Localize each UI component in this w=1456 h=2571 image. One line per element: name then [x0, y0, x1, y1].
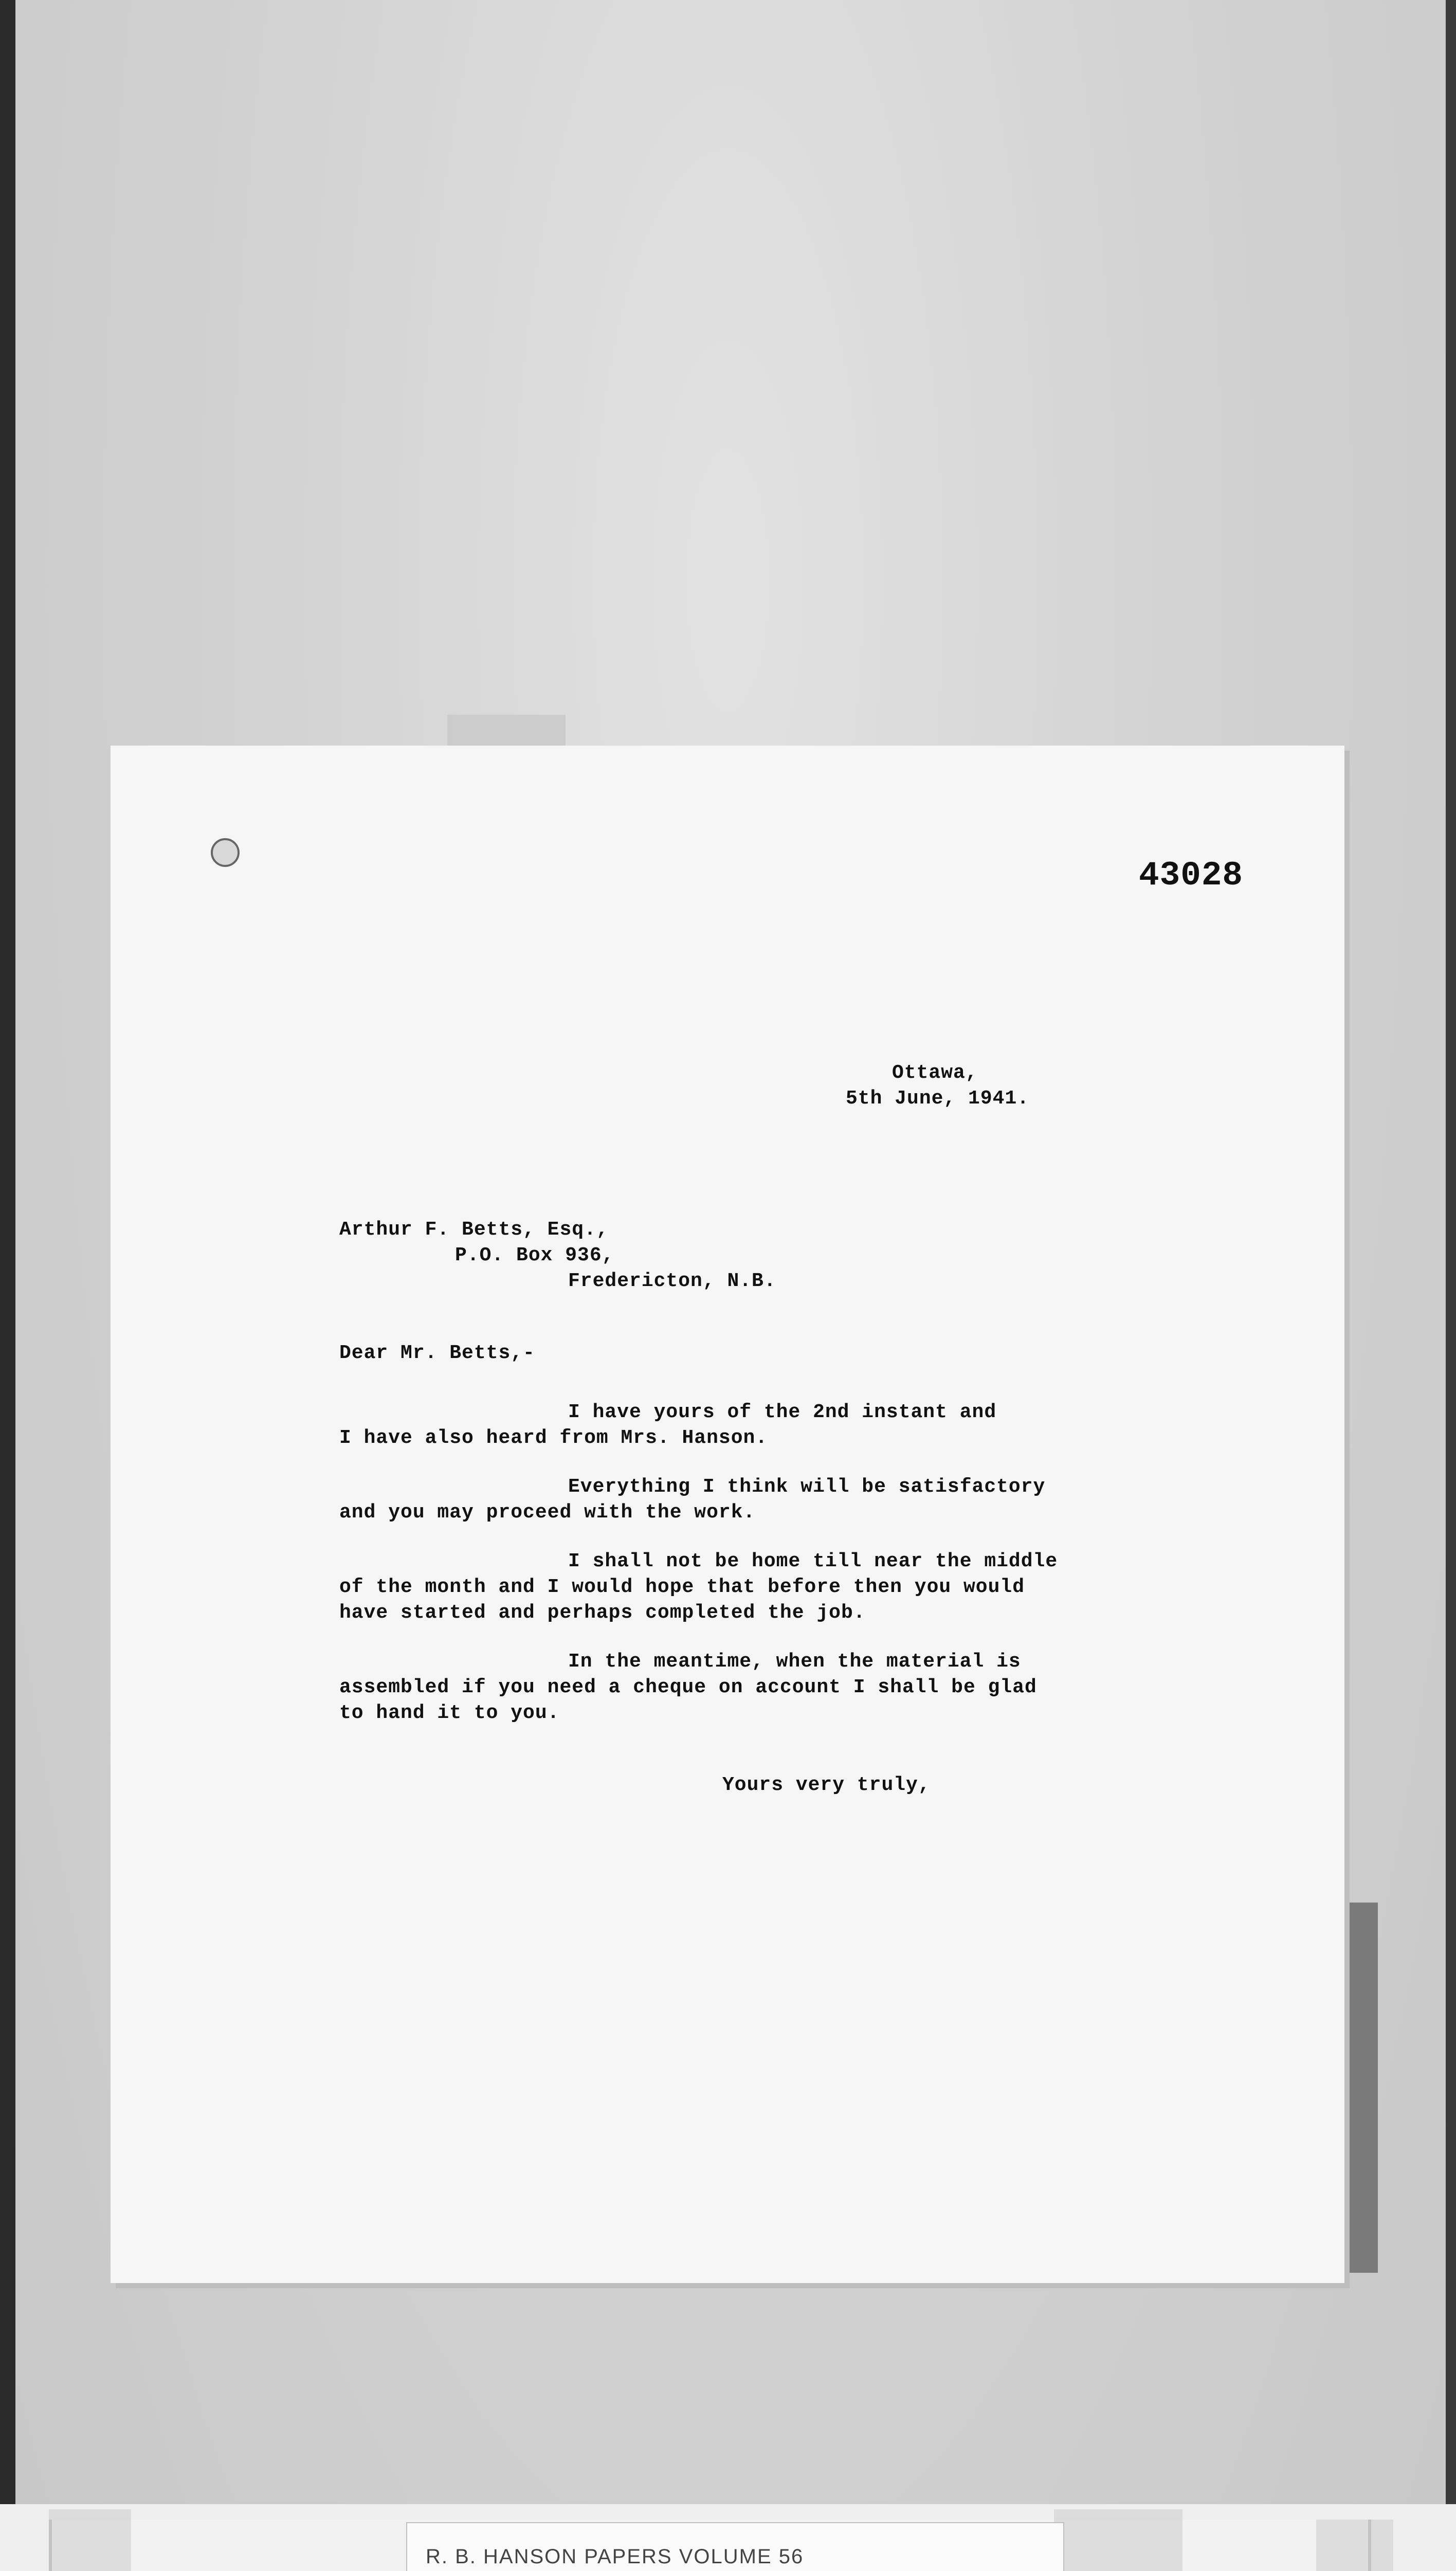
letter-page — [111, 746, 1344, 2283]
paragraph-line: I shall not be home till near the middle — [568, 1550, 1058, 1572]
paragraph-line: to hand it to you. — [339, 1702, 560, 1724]
paragraph-line: In the meantime, when the material is — [568, 1651, 1021, 1673]
paragraph-line: of the month and I would hope that before then you would — [339, 1576, 1025, 1598]
document-number: 43028 — [1139, 856, 1244, 895]
paragraph-line: assembled if you need a cheque on account I shall be glad — [339, 1676, 1037, 1698]
punch-hole — [211, 838, 240, 867]
paragraph-line: have started and perhaps completed the job. — [339, 1602, 866, 1624]
tape-strip — [1316, 2520, 1393, 2571]
scan-edge-left — [0, 0, 15, 2571]
tape-strip — [49, 2509, 131, 2571]
paragraph-line: and you may proceed with the work. — [339, 1501, 756, 1524]
salutation: Dear Mr. Betts,- — [339, 1342, 535, 1364]
recipient-name: Arthur F. Betts, Esq., — [339, 1219, 609, 1241]
tape-strip — [1054, 2509, 1182, 2571]
paragraph-line: I have also heard from Mrs. Hanson. — [339, 1427, 768, 1449]
closing: Yours very truly, — [722, 1774, 931, 1796]
paragraph-line: Everything I think will be satisfactory — [568, 1476, 1046, 1498]
tape-strip — [447, 715, 566, 746]
letter-date: 5th June, 1941. — [846, 1088, 1030, 1110]
volume-label: R. B. HANSON PAPERS VOLUME 56 — [406, 2522, 1064, 2571]
recipient-box: P.O. Box 936, — [455, 1244, 614, 1266]
scan-edge-right — [1446, 0, 1456, 2571]
recipient-city: Fredericton, N.B. — [568, 1270, 776, 1292]
letter-place: Ottawa, — [892, 1062, 978, 1084]
paragraph-line: I have yours of the 2nd instant and — [568, 1401, 997, 1423]
